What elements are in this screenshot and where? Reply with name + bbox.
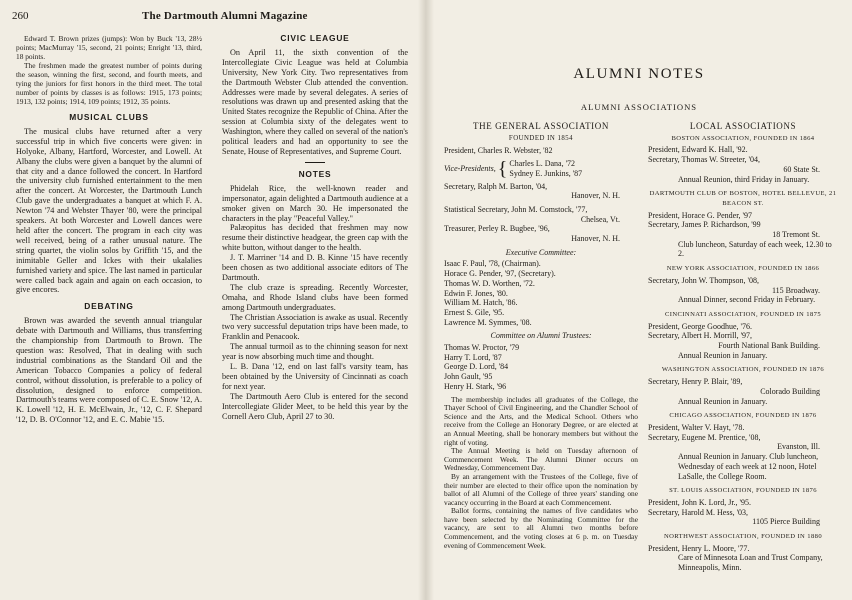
chicago-address: Evanston, Ill. [777, 442, 820, 452]
vice-presidents [444, 159, 638, 178]
boston-address: 60 State St. [783, 164, 820, 174]
treasurer: Treasurer, Perley R. Bugbee, '96, [444, 224, 550, 234]
trustees-committee-heading: Committee on Alumni Trustees: [490, 331, 592, 341]
musical-clubs-para: The musical clubs have returned after a very successful trip in which five concerts were given: in Holyoke, Albany, Hartford, Worcester, and Lowell. At Albany the clubs were given a banquet by the alumni of that city and a dance followed the concert. In Hartford the university club furnished entertainment to the men after the concert. At Worcester, the Dartmouth Lunch Club gave the undergraduates a banquet at which F. A. Newton '74 and Webster Thayer '80, were the principal speakers. At both Worcester and Lowell dances were held after the concert. The program in each city was well received, being of a rather unusual nature. The string quartet, the violin solos by Griffith '15, and the inimitable Geller and Ickes with their ukalalies furnished variety and spice. The last named in particular were called back again and again on each occasion, to give encores. [16, 126, 202, 295]
chicago-note: Annual Reunion in January. Club luncheon, Wednesday of each week at 12 noon, Hotel LaSalle, the College Room. [678, 452, 819, 481]
general-secretary: Secretary, Ralph M. Barton, '04, [444, 181, 548, 191]
general-secretary-location: Hanover, N. H. [571, 191, 620, 201]
northwest-note: Care of Minnesota Loan and Trust Company, Minneapolis, Minn. [678, 553, 823, 573]
boston-note: Annual Reunion, third Friday in January. [678, 174, 810, 184]
binding-gutter [418, 0, 434, 600]
executive-committee-heading: Executive Committee: [505, 247, 577, 257]
right-page [426, 0, 852, 600]
left-column-1 [16, 34, 202, 425]
list-item: Thomas W. Proctor, '79 [444, 343, 520, 353]
cincinnati-secretary: Secretary, Albert H. Morrill, '97, [648, 331, 753, 341]
alumni-associations-subtitle: ALUMNI ASSOCIATIONS [580, 102, 698, 112]
notes-para: The club craze is spreading. Recently Worcester, Omaha, and Rhode Island clubs have been formed among Dartmouth undergraduates. [222, 282, 408, 312]
list-item: Horace G. Pender, '97, (Secretary). [444, 269, 556, 279]
club-note: Club luncheon, Saturday of each week, 12.30 to 2. [678, 239, 832, 259]
notes-para: J. T. Marriner '14 and D. B. Kinne '15 have recently been chosen as two additional associate editors of The Dartmouth. [222, 253, 408, 282]
page-number: 260 [12, 10, 29, 22]
list-item: Henry H. Stark, '96 [444, 381, 507, 391]
trustees-committee-list [444, 343, 638, 392]
chicago-secretary: Secretary, Eugene M. Prentice, '08, [648, 432, 761, 442]
vice-presidents-label: Vice-Presidents, [444, 163, 496, 173]
new-york-address: 115 Broadway. [771, 285, 820, 295]
notes-para: Phidelah Rice, the well-known reader and impersonator, again delighted a Dartmouth audience at a smoker given on March 30. He impersonated the characters in the play "Peaceful Valley." [222, 183, 408, 223]
local-associations-heading: LOCAL ASSOCIATIONS [689, 121, 797, 131]
chicago-president: President, Walter V. Hayt, '78. [648, 422, 745, 432]
debating-para: Brown was awarded the seventh annual triangular debate with Dartmouth and Williams, thus transferring the championship from Dartmouth to Brown. The question was: Resolved, That in dealing with such industrial combinations as the Standard Oil and the American Tobacco Companies a policy of federal control, without dissolution, is preferable to a policy of dissolution, designed to enforce competition. Dartmouth's teams were composed of C. E. Snow '12, A. K. Lowell '12, H. E. McElwain, Jr., '12, C. F. Shepard '12, D. B. O'Connor '12, and E. C. Mabie '15. [16, 316, 203, 425]
list-item: Isaac F. Paul, '78, (Chairman). [444, 259, 541, 269]
club-president: President, Horace G. Pender, '97 [648, 210, 752, 220]
alumni-notes-title: ALUMNI NOTES [573, 66, 705, 82]
st-louis-president: President, John K. Lord, Jr., '95. [648, 497, 751, 507]
general-president: President, Charles R. Webster, '82 [444, 146, 553, 156]
brace-glyph: { [497, 157, 508, 180]
washington-note: Annual Reunion in January. [678, 396, 768, 406]
cincinnati-association-heading: CINCINNATI ASSOCIATION, FOUNDED IN 1875 [664, 310, 822, 318]
washington-association-heading: WASHINGTON ASSOCIATION, FOUNDED IN 1876 [661, 366, 825, 374]
statistical-secretary: Statistical Secretary, John M. Comstock, '77, [444, 204, 588, 214]
magazine-title: The Dartmouth Alumni Magazine [142, 10, 308, 22]
vice-president-1: Charles L. Dana, '72 [509, 159, 576, 169]
northwest-association-heading: NORTHWEST ASSOCIATION, FOUNDED IN 1880 [663, 533, 823, 541]
club-address: 18 Tremont St. [772, 230, 820, 240]
musical-clubs-heading: MUSICAL CLUBS [69, 112, 149, 122]
trustees-arrangement-para: By an arrangement with the Trustees of the College, five of their number are elected to their office upon the nomination by ballot of all Alumni of the College of three years' standing one vacancy occurring in the Board at each Commencement. [444, 471, 638, 507]
general-association-heading: THE GENERAL ASSOCIATION [473, 121, 609, 131]
list-item: Lawrence M. Symmes, '08. [444, 317, 532, 327]
dartmouth-club-heading: DARTMOUTH CLUB OF BOSTON, HOTEL BELLEVUE, 21 BEACON ST. [649, 190, 837, 207]
list-item: William M. Hatch, '86. [444, 298, 518, 308]
section-divider [305, 162, 325, 163]
list-item: Thomas W. D. Worthen, '72. [444, 278, 535, 288]
brown-prizes-para: Edward T. Brown prizes (jumps): Won by Buck '13, 28½ points; MacMurray '15, second, 21 points; Enright '13, third, 18 points. [16, 34, 202, 61]
club-secretary: Secretary, James P. Richardson, '99 [648, 220, 761, 230]
treasurer-location: Hanover, N. H. [571, 234, 620, 244]
membership-para: The membership includes all graduates of the College, the Thayer School of Civil Engineering, and the Chandler School of Science and the Arts, and the Medical School. Others who receive from the College an Honorary Degree, or are elected at an Annual Meeting, shall be honorary members but without the right of voting. [444, 394, 638, 447]
notes-heading: NOTES [298, 168, 332, 179]
general-association-column [444, 122, 638, 550]
st-louis-secretary: Secretary, Harold M. Hess, '03, [648, 507, 749, 517]
chicago-association-heading: CHICAGO ASSOCIATION, FOUNDED IN 1876 [669, 412, 817, 420]
ballot-forms-para: Ballot forms, containing the names of five candidates who have been selected by the Nominating Committee for the vacancy, are sent to all Alumni two months before Commencement, and the voting closes at 6 p. m. on Tuesday evening of Commencement Week. [444, 506, 638, 550]
civic-league-heading: CIVIC LEAGUE [280, 33, 350, 43]
new-york-association-heading: NEW YORK ASSOCIATION, FOUNDED IN 1866 [666, 265, 820, 273]
executive-committee-list [444, 259, 638, 327]
local-associations-column [648, 122, 838, 573]
list-item: John Gault, '95 [444, 372, 493, 382]
debating-heading: DEBATING [84, 301, 134, 312]
notes-para: The Christian Association is awake as usual. Recently two very successful deputation trips have been made, to Franklin and Penacook. [222, 312, 408, 342]
list-item: Edwin F. Jones, '80. [444, 288, 508, 298]
boston-association-heading: BOSTON ASSOCIATION, FOUNDED IN 1864 [671, 134, 815, 142]
list-item: George D. Lord, '84 [444, 362, 509, 372]
washington-secretary: Secretary, Henry P. Blair, '89, [648, 377, 743, 387]
new-york-secretary: Secretary, John W. Thompson, '08, [648, 275, 759, 285]
cincinnati-note: Annual Reunion in January. [678, 350, 768, 360]
annual-meeting-para: The Annual Meeting is held on Tuesday afternoon of Commencement Week. The Alumni Dinner occurs on Wednesday, Commencement Day. [444, 446, 638, 473]
left-column-2 [222, 34, 408, 422]
civic-league-para: On April 11, the sixth convention of the Intercollegiate Civic League was held at Columbia University, New York City. Two representatives from the Dartmouth Webster Club attended the convention. Addresses were made by several delegates. A series of resolutions was drawn up and presented asking that the United States recognize the Republic of China. After the session at Columbia sixty of the delegates went to Washington, where they called on several of the nation's political leaders and had an opportunity to see the Senate, House of Representatives, and Supreme Court. [222, 47, 408, 156]
points-para: The freshmen made the greatest number of points during the season, winning the first, second, and fourth meets, and tying the juniors for first honors in the third meet. The total number of points by classes is as follows: 1915, 173 points; 1913, 132 points; 1914, 109 points; 1912, 35 points. [16, 61, 202, 106]
list-item: Ernest S. Gile, '95. [444, 307, 505, 317]
boston-president: President, Edward K. Hall, '92. [648, 145, 748, 155]
northwest-president: President, Henry L. Moore, '77. [648, 543, 750, 553]
statistical-secretary-location: Chelsea, Vt. [580, 214, 620, 224]
notes-para: The annual turmoil as to the chinning season for next year is now absorbing much time and thought. [222, 342, 408, 362]
st-louis-address: 1105 Pierce Building [752, 517, 820, 527]
notes-para: The Dartmouth Aero Club is entered for the second Intercollegiate Glider Meet, to be held this year by the Cornell Aero Club, April 27 to 30. [222, 391, 408, 421]
vice-president-2: Sydney E. Junkins, '87 [509, 168, 583, 178]
st-louis-association-heading: ST. LOUIS ASSOCIATION, FOUNDED IN 1876 [669, 487, 817, 495]
cincinnati-president: President, George Goodhue, '76. [648, 321, 752, 331]
boston-secretary: Secretary, Thomas W. Streeter, '04, [648, 155, 760, 165]
notes-para: Palæopitus has decided that freshmen may now resume their distinctive headgear, the green cap with the white button, without danger to the health. [222, 223, 408, 253]
notes-para: L. B. Dana '12, end on last fall's varsity team, has been obtained by the University of Cincinnati as coach for next year. [222, 362, 408, 391]
washington-address: Colorado Building [760, 386, 820, 396]
general-founded: FOUNDED IN 1854 [508, 134, 574, 142]
new-york-note: Annual Dinner, second Friday in February. [678, 295, 816, 305]
cincinnati-address: Fourth National Bank Building. [718, 341, 820, 351]
list-item: Harry T. Lord, '87 [444, 352, 502, 362]
vice-presidents-names [509, 159, 582, 178]
